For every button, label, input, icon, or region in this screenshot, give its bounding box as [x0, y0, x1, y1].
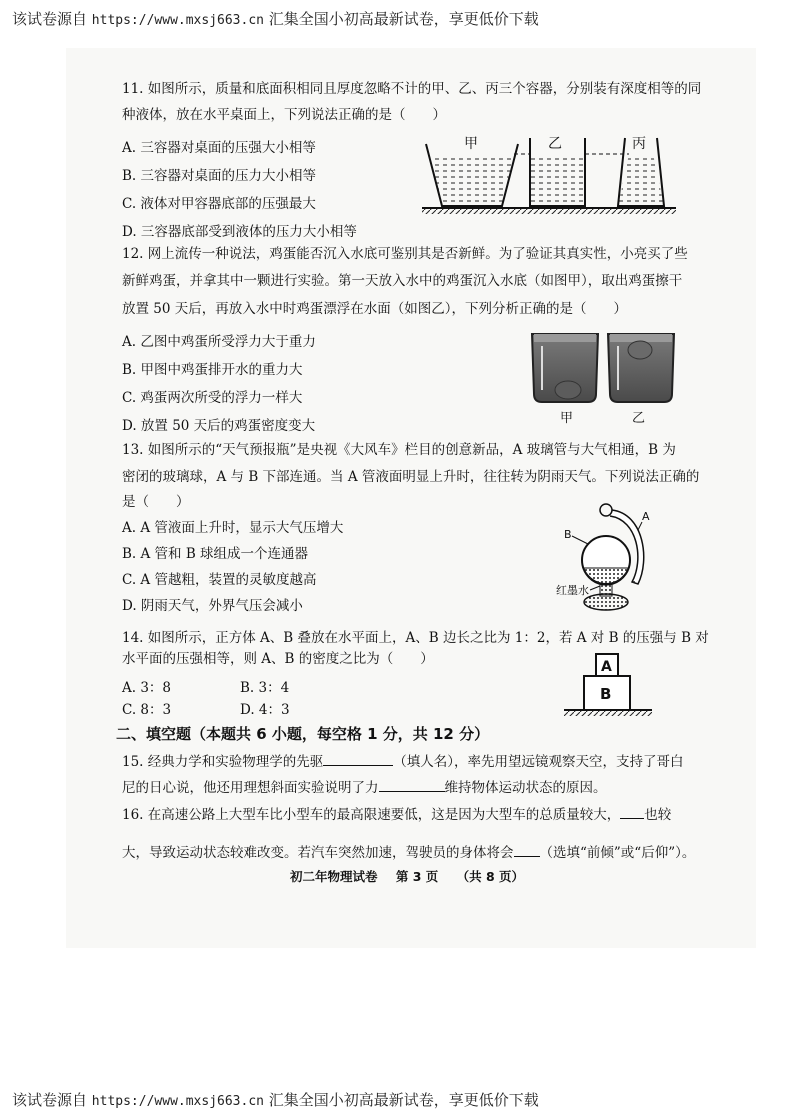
- q12-option-a: A. 乙图中鸡蛋所受浮力大于重力: [122, 334, 316, 350]
- q15-text-1b: （填人名），率先用望远镜观察天空，支持了哥白: [393, 754, 684, 770]
- q15-line2: [122, 778, 607, 797]
- section-fill-in-title: 二、填空题（本题共 6 小题，每空格 1 分，共 12 分）: [116, 725, 490, 743]
- q12-stem-line3: 放置 50 天后，再放入水中时鸡蛋漂浮在水面（如图乙），下列分析正确的是（ ）: [122, 301, 628, 317]
- q11-option-b: B. 三容器对桌面的压力大小相等: [122, 168, 317, 184]
- q11-option-a: A. 三容器对桌面的压强大小相等: [122, 140, 316, 156]
- q14-option-c: C. 8：3: [122, 702, 172, 718]
- watermark-prefix: 该试卷源自: [12, 1091, 88, 1109]
- q15-text-2a: 尼的日心说，他还用理想斜面实验说明了力: [122, 780, 379, 796]
- q16-text-1b: 也较: [644, 807, 672, 823]
- q13-stem-line3: 是（ ）: [122, 494, 190, 510]
- q13-option-c: C. A 管越粗，装置的灵敏度越高: [122, 572, 317, 588]
- q13-option-d: D. 阴雨天气，外界气压会减小: [122, 598, 303, 614]
- q16-text-2b: （选填“前倾”或“后仰”）。: [539, 845, 696, 861]
- q12-option-b: B. 甲图中鸡蛋排开水的重力大: [122, 362, 303, 378]
- q11-option-c: C. 液体对甲容器底部的压强最大: [122, 196, 316, 212]
- q14-stem-line2: 水平面的压强相等，则 A、B 的密度之比为（ ）: [122, 651, 434, 667]
- q14-option-b: B. 3：4: [240, 680, 290, 696]
- q14-option-d: D. 4：3: [240, 702, 290, 718]
- watermark-url[interactable]: https://www.mxsj663.cn: [91, 13, 264, 28]
- q16-text-2a: 大，导致运动状态较难改变。若汽车突然加速，驾驶员的身体将会: [122, 845, 514, 861]
- watermark-prefix: 该试卷源自: [12, 10, 88, 28]
- q12-label-yi: 乙: [632, 411, 646, 426]
- q11-stem-line2: 种液体，放在水平桌面上，下列说法正确的是（ ）: [122, 107, 446, 123]
- q13-label-b: B: [564, 528, 572, 541]
- q11-label-yi: 乙: [548, 136, 562, 152]
- watermark-banner-top: [12, 8, 539, 29]
- q16-blank-2[interactable]: [514, 843, 540, 857]
- q14-stem-line1: 14. 如图所示，正方体 A、B 叠放在水平面上，A、B 边长之比为 1：2，若 A 对 B 的压强与 B 对: [122, 630, 709, 646]
- q12-label-jia: 甲: [560, 411, 574, 426]
- q14-label-a: A: [601, 659, 612, 675]
- q15-blank-1[interactable]: [323, 752, 393, 766]
- q11-option-d: D. 三容器底部受到液体的压力大小相等: [122, 224, 357, 240]
- q12-stem-line2: 新鲜鸡蛋，并拿其中一颗进行实验。第一天放入水中的鸡蛋沉入水底（如图甲），取出鸡蛋擦干: [122, 273, 683, 289]
- q12-option-d: D. 放置 50 天后的鸡蛋密度变大: [122, 418, 316, 434]
- q15-blank-2[interactable]: [379, 778, 445, 792]
- q16-line2: [122, 843, 695, 862]
- q13-option-a: A. A 管液面上升时，显示大气压增大: [122, 520, 344, 536]
- q15-text-2b: 维持物体运动状态的原因。: [444, 780, 607, 796]
- watermark-url[interactable]: https://www.mxsj663.cn: [91, 1094, 264, 1109]
- q12-stem-line1: 12. 网上流传一种说法，鸡蛋能否沉入水底可鉴别其是否新鲜。为了验证其真实性，小亮买了些: [122, 246, 688, 262]
- q16-text-1a: 16. 在高速公路上大型车比小型车的最高限速要低，这是因为大型车的总质量较大，: [122, 807, 621, 823]
- footer-page-total: （共 8 页）: [456, 869, 525, 884]
- q12-beakers-figure: [528, 330, 688, 426]
- footer-subject: 初二年物理试卷: [290, 869, 378, 884]
- q11-stem-line1: 11. 如图所示，质量和底面积相同且厚度忽略不计的甲、乙、丙三个容器，分别装有深度相等的同: [122, 81, 702, 97]
- watermark-suffix: 汇集全国小初高最新试卷，享更低价下载: [268, 1091, 539, 1109]
- q13-stem-line2: 密闭的玻璃球，A 与 B 下部连通。当 A 管液面明显上升时，往往转为阴雨天气。下列说法正确的: [122, 469, 700, 485]
- page-footer: [290, 867, 538, 885]
- watermark-suffix: 汇集全国小初高最新试卷，享更低价下载: [268, 10, 539, 28]
- q11-label-bing: 丙: [632, 136, 646, 152]
- q13-label-a: A: [642, 510, 650, 523]
- q14-option-a: A. 3：8: [122, 680, 172, 696]
- q13-stem-line1: 13. 如图所示的“天气预报瓶”是央视《大风车》栏目的创意新品，A 玻璃管与大气相通，B 为: [122, 442, 676, 458]
- q11-label-jia: 甲: [464, 136, 478, 152]
- q15-line1: [122, 752, 684, 771]
- footer-page-number: 第 3 页: [395, 869, 439, 884]
- q16-blank-1[interactable]: [620, 805, 644, 819]
- q11-containers-figure: [418, 132, 683, 218]
- q13-weather-bottle-figure: [548, 500, 668, 616]
- q12-option-c: C. 鸡蛋两次所受的浮力一样大: [122, 390, 303, 406]
- q15-text-1a: 15. 经典力学和实验物理学的先驱: [122, 754, 324, 770]
- q14-cubes-figure: [562, 652, 658, 722]
- q13-option-b: B. A 管和 B 球组成一个连通器: [122, 546, 309, 562]
- q16-line1: [122, 805, 671, 824]
- q13-label-red-ink: 红墨水: [556, 584, 589, 597]
- q14-label-b: B: [600, 685, 612, 703]
- watermark-banner-bottom: [12, 1089, 539, 1110]
